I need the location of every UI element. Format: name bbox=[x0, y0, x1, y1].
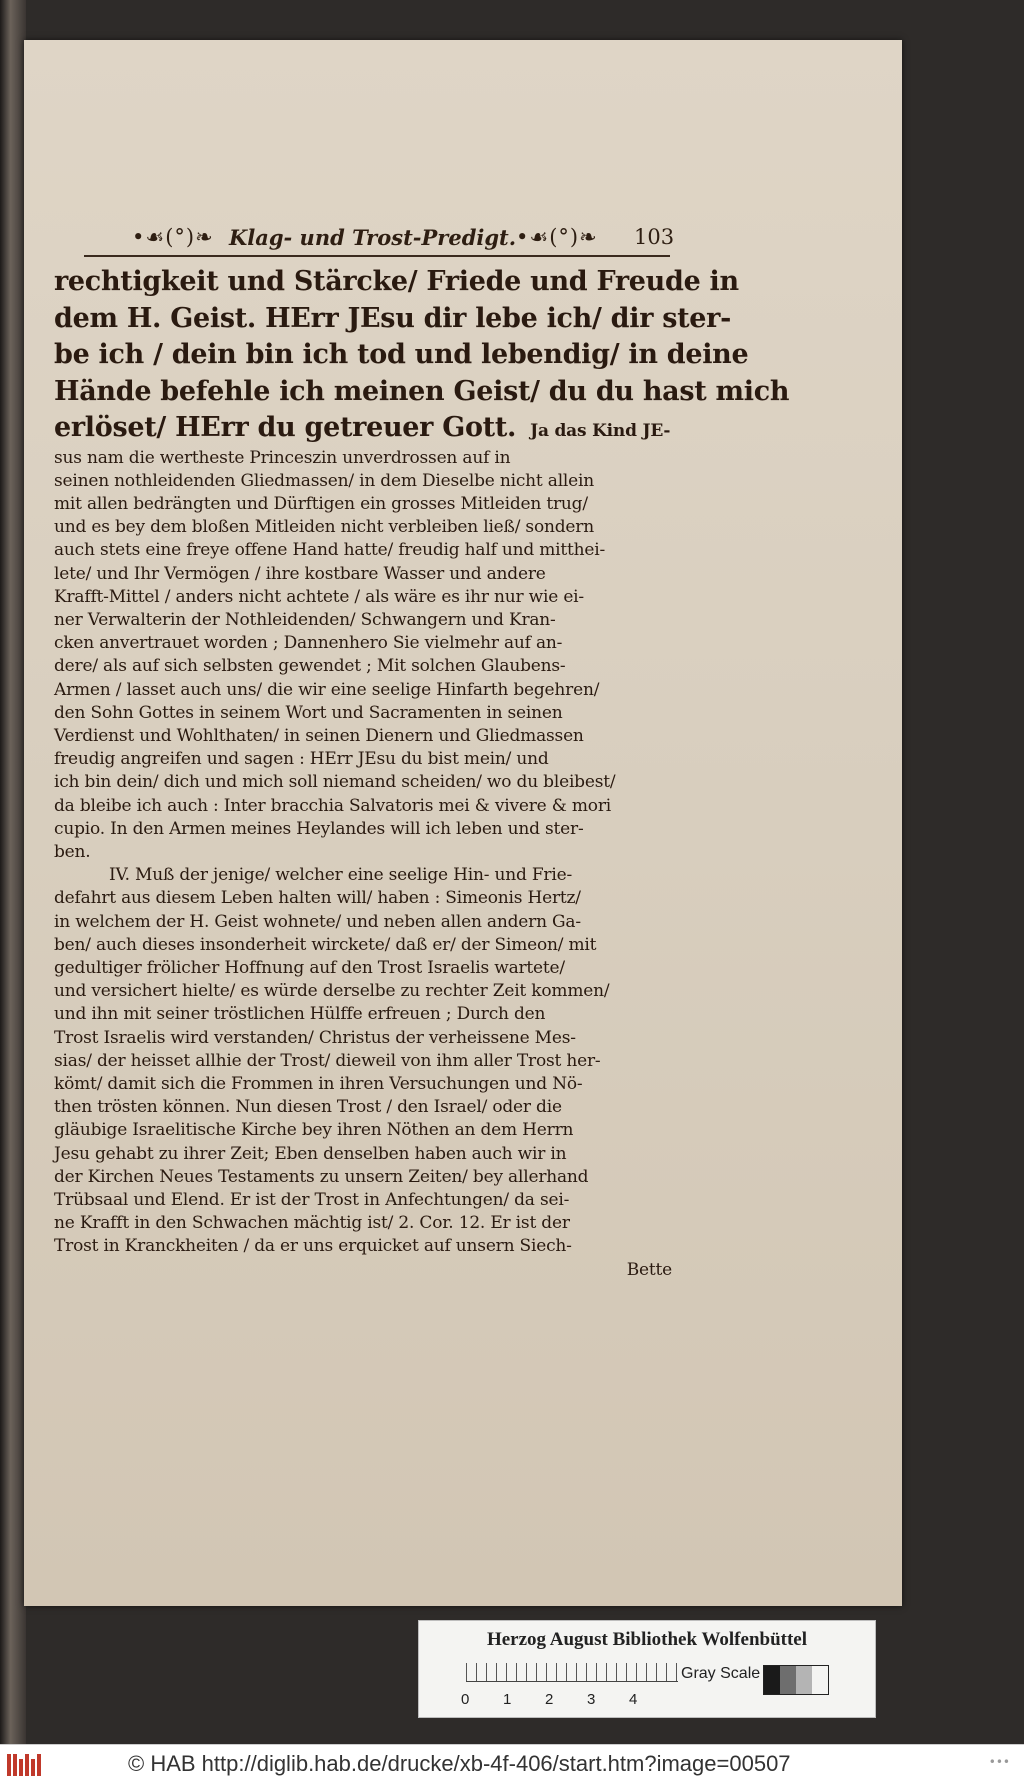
text-line: Trübsaal und Elend. Er ist der Trost in Anfechtungen/ da sei- bbox=[54, 1190, 570, 1210]
ruler-ticks bbox=[466, 1663, 678, 1682]
text-line: Trost Israelis wird verstanden/ Christus der verheissene Mes- bbox=[54, 1027, 576, 1048]
text-line: Trost in Kranckheiten / da er uns erquicket auf unsern Siech- bbox=[54, 1236, 572, 1257]
library-name: Herzog August Bibliothek Wolfenbüttel bbox=[486, 1629, 808, 1650]
text-line: dere/ als auf sich selbsten gewendet ; Mit solchen Glaubens- bbox=[54, 656, 566, 677]
header-ornament-right: •☙(°)❧ bbox=[516, 225, 598, 249]
gray-swatch bbox=[796, 1666, 812, 1694]
scale-ruler bbox=[466, 1663, 678, 1687]
text-line: Armen / lasset auch uns/ die wir eine seelige Hinfarth begehren/ bbox=[54, 679, 600, 700]
footer-bar bbox=[0, 1744, 1024, 1783]
text-line: ich bin dein/ dich und mich soll niemand scheiden/ wo du bleibest/ bbox=[54, 772, 616, 793]
text-line: und es bey dem bloßen Mitleiden nicht verbleiben ließ/ sondern bbox=[54, 517, 594, 538]
page-number: 103 bbox=[634, 225, 675, 249]
ruler-number: 4 bbox=[629, 1691, 638, 1708]
gray-swatch bbox=[780, 1666, 796, 1694]
ruler-number: 1 bbox=[503, 1691, 512, 1708]
text-line: dem H. Geist. HErr JEsu dir lebe ich/ dir ster- bbox=[54, 302, 732, 334]
text-line: mit allen bedrängten und Dürftigen ein grosses Mitleiden trug/ bbox=[54, 493, 588, 514]
hab-logo-icon bbox=[6, 1753, 46, 1777]
header-rule bbox=[84, 255, 670, 257]
text-line: sias/ der heisset allhie der Trost/ dieweil von ihm aller Trost her- bbox=[54, 1050, 601, 1071]
gray-swatch bbox=[812, 1666, 828, 1694]
ruler-number: 0 bbox=[461, 1691, 470, 1708]
more-dots-icon[interactable]: ••• bbox=[988, 1755, 1010, 1769]
text-line: cupio. In den Armen meines Heylandes will ich leben und ster- bbox=[54, 818, 584, 839]
ruler-numbers bbox=[461, 1691, 691, 1711]
text-line: Verdienst und Wohlthaten/ in seinen Dienern und Gliedmassen bbox=[54, 725, 584, 746]
text-line: ne Krafft in den Schwachen mächtig ist/ 2. Cor. 12. Er ist der bbox=[54, 1213, 570, 1234]
large-type-block bbox=[54, 264, 790, 447]
text-line: IV. Muß der jenige/ welcher eine seelige Hin- und Frie- bbox=[109, 865, 572, 886]
text-line: erlöset/ HErr du getreuer Gott. Ja das Kind JE- bbox=[54, 412, 671, 443]
text-line: der Kirchen Neues Testaments zu unsern Zeiten/ bey allerhand bbox=[54, 1166, 589, 1187]
text-line: freudig angreifen und sagen : HErr JEsu du bist mein/ und bbox=[54, 749, 549, 770]
text-line: auch stets eine freye offene Hand hatte/ freudig half und mitthei- bbox=[54, 540, 606, 561]
text-line: lete/ und Ihr Vermögen / ihre kostbare Wasser und andere bbox=[54, 563, 546, 584]
text-line: rechtigkeit und Stärcke/ Friede und Freude in bbox=[54, 266, 739, 297]
document-page bbox=[24, 40, 902, 1606]
text-line: ben/ auch dieses insonderheit wirckete/ daß er/ der Simeon/ mit bbox=[54, 934, 597, 955]
text-line: Ja das Kind JE- bbox=[530, 421, 671, 441]
copyright-url-caption[interactable]: © HAB http://diglib.hab.de/drucke/xb-4f-406/start.htm?image=00507 bbox=[128, 1751, 791, 1776]
text-line: und versichert hielte/ es würde derselbe zu rechter Zeit kommen/ bbox=[54, 981, 610, 1002]
running-title: Klag- und Trost-Predigt. bbox=[229, 225, 517, 250]
text-line: Krafft-Mittel / anders nicht achtete / als wäre es ihr nur wie ei- bbox=[54, 586, 584, 607]
text-line: gläubige Israelitische Kirche bey ihren Nöthen an dem Herrn bbox=[54, 1120, 574, 1141]
text-line: seinen nothleidenden Gliedmassen/ in dem Dieselbe nicht allein bbox=[54, 470, 595, 491]
text-line: ner Verwalterin der Nothleidenden/ Schwangern und Kran- bbox=[54, 609, 556, 630]
text-line: cken anvertrauet worden ; Dannenhero Sie vielmehr auf an- bbox=[54, 633, 563, 654]
text-line: sus nam die wertheste Princeszin unverdrossen auf in bbox=[54, 447, 511, 468]
gray-scale-label: Gray Scale bbox=[681, 1665, 761, 1682]
paragraph-continuation bbox=[54, 447, 672, 865]
header-ornament-left: •☙(°)❧ bbox=[132, 225, 214, 249]
text-line: gedultiger frölicher Hoffnung auf den Trost Israelis wartete/ bbox=[54, 957, 565, 978]
text-line: in welchem der H. Geist wohnete/ und neben allen andern Ga- bbox=[54, 911, 581, 932]
page-header bbox=[54, 223, 675, 257]
ruler-number: 2 bbox=[545, 1691, 554, 1708]
text-line: defahrt aus diesem Leben halten will/ haben : Simeonis Hertz/ bbox=[54, 888, 581, 909]
ruler-number: 3 bbox=[587, 1691, 596, 1708]
text-line: kömt/ damit sich die Frommen in ihren Versuchungen und Nö- bbox=[54, 1073, 583, 1094]
gray-swatch bbox=[764, 1666, 780, 1694]
book-spine-edge bbox=[0, 0, 26, 1744]
text-line: be ich / dein bin ich tod und lebendig/ in deine bbox=[54, 339, 749, 370]
color-target-card bbox=[418, 1620, 876, 1718]
text-line: Jesu gehabt zu ihrer Zeit; Eben denselben haben auch wir in bbox=[54, 1143, 567, 1164]
text-line: Hände befehle ich meinen Geist/ du du hast mich bbox=[54, 375, 790, 407]
text-line: then trösten können. Nun diesen Trost / den Israel/ oder die bbox=[54, 1097, 562, 1118]
body-text bbox=[54, 264, 790, 1282]
text-line: und ihn mit seiner tröstlichen Hülffe erfreuen ; Durch den bbox=[54, 1004, 546, 1025]
section-iv-paragraph bbox=[54, 864, 672, 1258]
catchword: Bette bbox=[626, 1259, 672, 1280]
text-line: ben. bbox=[54, 841, 91, 862]
gray-scale-swatches bbox=[763, 1665, 829, 1695]
text-line: den Sohn Gottes in seinem Wort und Sacramenten in seinen bbox=[54, 702, 563, 723]
text-line: da bleibe ich auch : Inter bracchia Salvatoris mei & vivere & mori bbox=[54, 795, 612, 816]
